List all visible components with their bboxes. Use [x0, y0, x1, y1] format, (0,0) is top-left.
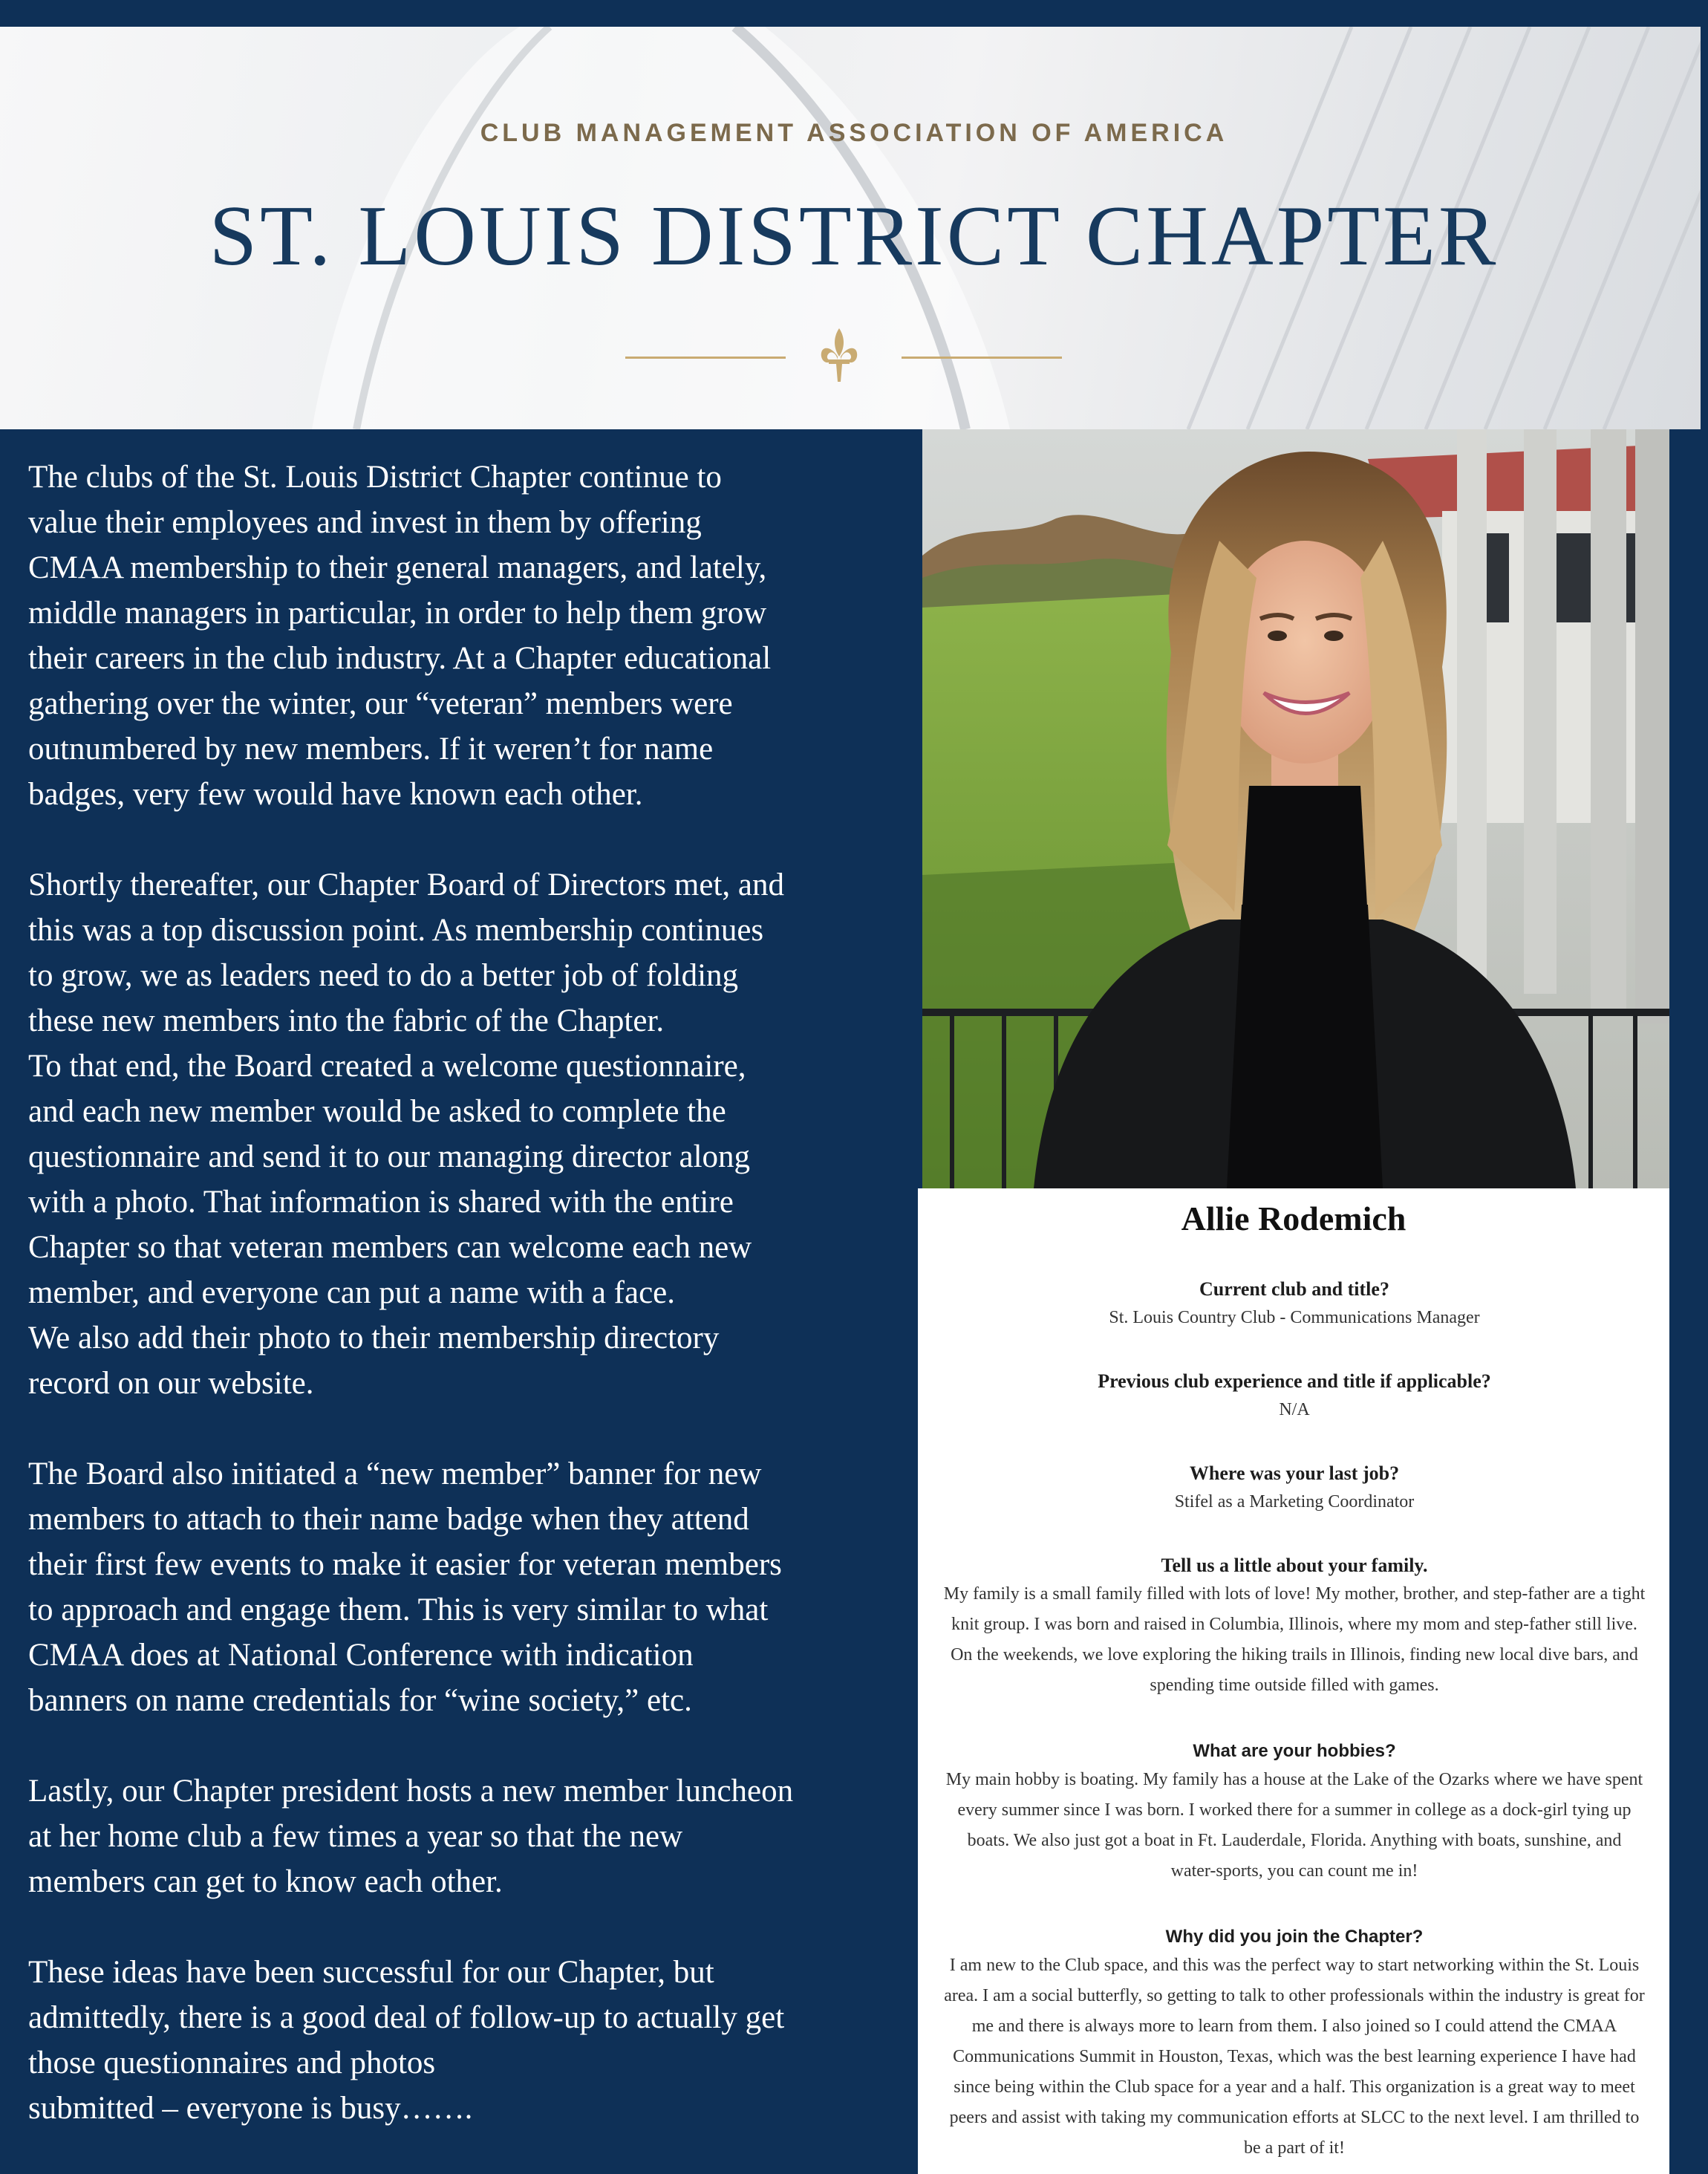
answer	[927, 1395, 1662, 1425]
answer-line: boats. We also just got a boat in Ft. Lauderdale, Florida. Anything with boats, sunshine, and	[967, 1831, 1622, 1850]
association-name: CLUB MANAGEMENT ASSOCIATION OF AMERICA	[480, 119, 1228, 147]
answer-line: be a part of it!	[1244, 2138, 1345, 2158]
article-line: The Board also initiated a “new member” banner for new	[28, 1457, 762, 1491]
article-line: outnumbered by new members. If it weren’t for name	[28, 732, 714, 767]
answer-line: me and there is always more to learn from them. I also joined so I could attend the CMAA	[971, 2017, 1617, 2036]
question: Where was your last job?	[1189, 1462, 1400, 1484]
answer-line: St. Louis Country Club - Communications Manager	[1109, 1308, 1480, 1327]
answer-line: every summer since I was born. I worked there for a summer in college as a dock-girl tying up	[957, 1800, 1632, 1820]
article-line: admittedly, there is a good deal of follow-up to actually get	[28, 2000, 785, 2035]
article-line: The clubs of the St. Louis District Chapter continue to	[28, 460, 722, 495]
article-line: with a photo. That information is shared with the entire	[28, 1185, 734, 1220]
article-line: to grow, we as leaders need to do a better job of folding	[28, 958, 739, 993]
answer-line: My family is a small family filled with lots of love! My mother, brother, and step-father are a tight	[943, 1584, 1646, 1604]
question: Tell us a little about your family.	[1161, 1555, 1428, 1576]
answer	[927, 1950, 1662, 2164]
answer	[927, 1765, 1662, 1887]
new-member-profile-card	[918, 1188, 1669, 2174]
article-line: these new members into the fabric of the Chapter.	[28, 1003, 665, 1038]
article-paragraph	[28, 455, 919, 817]
article-line: value their employees and invest in them by offering	[28, 505, 702, 540]
answer-line: water-sports, you can count me in!	[1170, 1861, 1418, 1881]
article-line: record on our website.	[28, 1366, 314, 1401]
article-line: CMAA membership to their general managers, and lately,	[28, 550, 767, 585]
article-paragraph	[28, 1768, 919, 1904]
article-line: submitted – everyone is busy…….	[28, 2091, 473, 2126]
article-paragraph	[28, 1451, 919, 1723]
article-line: members can get to know each other.	[28, 1864, 503, 1899]
article-line: their careers in the club industry. At a Chapter educational	[28, 641, 772, 676]
answer	[927, 1303, 1662, 1333]
question: Current club and title?	[1199, 1278, 1389, 1300]
article-line: questionnaire and send it to our managing director along	[28, 1139, 751, 1174]
member-photo	[922, 429, 1669, 1188]
article-line: banners on name credentials for “wine society,” etc.	[28, 1683, 692, 1718]
answer	[927, 1579, 1662, 1701]
article-line: and each new member would be asked to complete the	[28, 1094, 726, 1129]
gold-divider-left	[625, 357, 786, 359]
top-border	[0, 0, 1708, 27]
member-portrait-image	[922, 429, 1669, 1188]
gold-divider-right	[902, 357, 1062, 359]
answer-line: knit group. I was born and raised in Columbia, Illinois, where my mom and step-father still live.	[951, 1615, 1637, 1634]
fleur-de-lis-icon	[818, 327, 860, 383]
article-paragraph	[28, 1950, 919, 2131]
article-line: member, and everyone can put a name with a face.	[28, 1275, 676, 1310]
question: What are your hobbies?	[1193, 1741, 1396, 1761]
article-line: CMAA does at National Conference with indication	[28, 1638, 694, 1673]
member-name: Allie Rodemich	[1181, 1200, 1407, 1237]
article-line: this was a top discussion point. As membership continues	[28, 913, 764, 948]
qa-current-club	[927, 1276, 1662, 1333]
answer-line: spending time outside filled with games.	[1150, 1676, 1439, 1695]
answer-line: My main hobby is boating. My family has a house at the Lake of the Ozarks where we have spent	[945, 1770, 1643, 1789]
chapter-title: ST. LOUIS DISTRICT CHAPTER	[209, 189, 1499, 284]
answer-line: area. I am a social butterfly, so getting to talk to other professionals within the industry is great for	[944, 1986, 1645, 2005]
article-line: middle managers in particular, in order to help them grow	[28, 596, 767, 631]
article-body	[28, 455, 919, 2131]
qa-hobbies	[927, 1738, 1662, 1887]
article-line: gathering over the winter, our “veteran” members were	[28, 686, 733, 721]
qa-last-job	[927, 1460, 1662, 1517]
answer-line: N/A	[1279, 1400, 1310, 1419]
article-line: members to attach to their name badge when they attend	[28, 1502, 749, 1537]
article-line: These ideas have been successful for our Chapter, but	[28, 1955, 714, 1990]
question: Why did you join the Chapter?	[1165, 1927, 1424, 1947]
answer-line: Communications Summit in Houston, Texas, which was the best learning experience I have had	[953, 2047, 1636, 2066]
article-line: at her home club a few times a year so that the new	[28, 1819, 683, 1854]
article-line: We also add their photo to their membership directory	[28, 1321, 720, 1356]
article-line: To that end, the Board created a welcome questionnaire,	[28, 1049, 746, 1084]
qa-why-join	[927, 1924, 1662, 2164]
article-line: badges, very few would have known each other.	[28, 777, 643, 812]
article-paragraph	[28, 862, 919, 1406]
answer-line: I am new to the Club space, and this was the perfect way to start networking within the St. Louis	[949, 1956, 1640, 1975]
article-line: Shortly thereafter, our Chapter Board of Directors met, and	[28, 868, 784, 902]
answer-line: peers and assist with taking my communication efforts at SLCC to the next level. I am thrilled to	[949, 2108, 1640, 2127]
answer-line: Stifel as a Marketing Coordinator	[1174, 1492, 1415, 1511]
answer-line: since being within the Club space for a year and a half. This organization is a great way to meet	[954, 2077, 1635, 2097]
answer-line: On the weekends, we love exploring the hiking trails in Illinois, finding new local dive bars, and	[951, 1645, 1638, 1664]
article-line: to approach and engage them. This is very similar to what	[28, 1592, 769, 1627]
article-line: those questionnaires and photos	[28, 2046, 436, 2080]
question: Previous club experience and title if applicable?	[1098, 1370, 1491, 1392]
chapter-banner	[0, 27, 1708, 429]
qa-previous-experience	[927, 1368, 1662, 1425]
article-line: Chapter so that veteran members can welcome each new	[28, 1230, 752, 1265]
article-line: Lastly, our Chapter president hosts a new member luncheon	[28, 1774, 794, 1809]
qa-family	[927, 1552, 1662, 1701]
article-line: their first few events to make it easier for veteran members	[28, 1547, 782, 1582]
answer	[927, 1487, 1662, 1517]
